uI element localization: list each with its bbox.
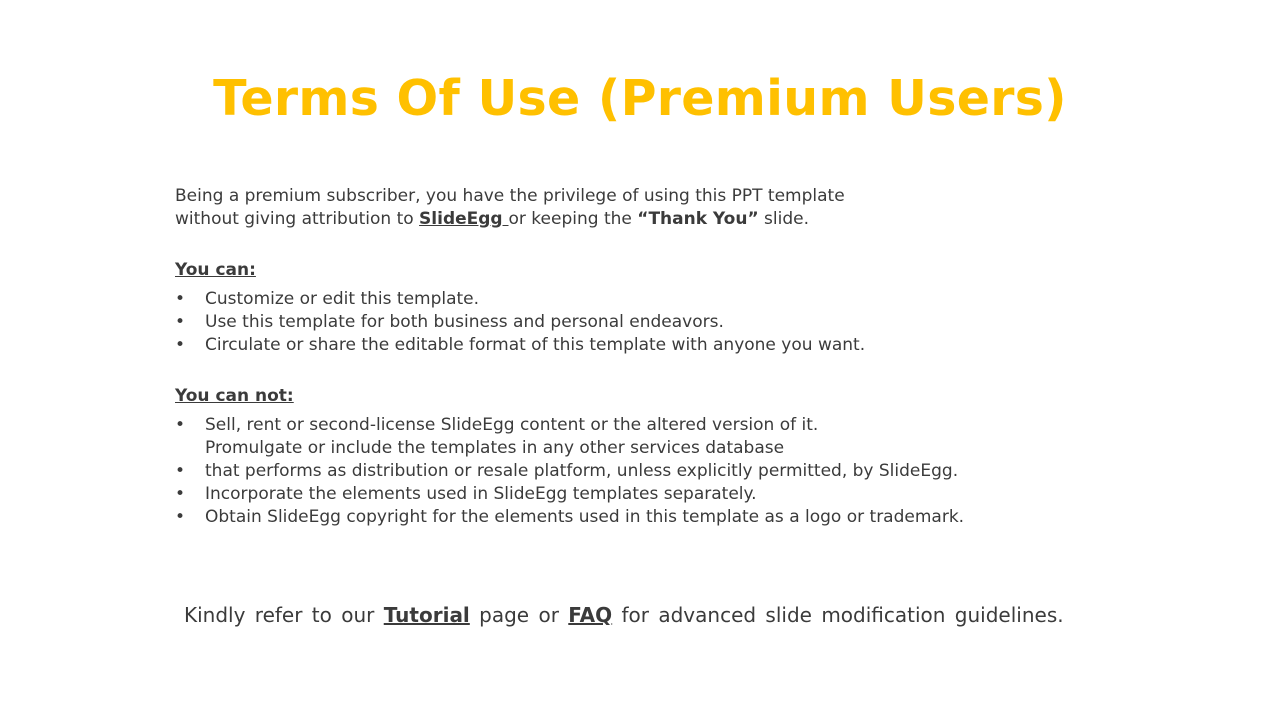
- bullet-icon: •: [175, 335, 186, 355]
- tutorial-link[interactable]: Tutorial: [383, 603, 470, 627]
- you-can-not-heading: You can not:: [175, 386, 294, 406]
- bullet-icon: •: [175, 415, 186, 435]
- intro-line-1: Being a premium subscriber, you have the privilege of using this PPT template: [175, 186, 845, 206]
- you-can-not-list: [175, 414, 995, 529]
- footer-note: Kindly refer to our Tutorial page or FAQ for advanced slide modification guidelines.: [184, 603, 1064, 627]
- thank-you-text: “Thank You”: [637, 209, 759, 229]
- intro-line-2-after: slide.: [758, 209, 810, 229]
- intro-paragraph: [175, 185, 995, 231]
- bullet-icon: •: [175, 507, 186, 527]
- bullet-icon: •: [175, 484, 186, 504]
- page-title: Terms Of Use (Premium Users): [213, 70, 1067, 127]
- list-item: • Incorporate the elements used in SlideEgg templates separately.: [175, 484, 757, 504]
- list-item: • Circulate or share the editable format of this template with anyone you want.: [175, 335, 866, 355]
- bullet-icon: •: [175, 461, 186, 481]
- bullet-icon: •: [175, 312, 186, 332]
- bullet-icon: •: [175, 289, 186, 309]
- faq-link[interactable]: FAQ: [568, 603, 613, 627]
- list-item: • that performs as distribution or resale platform, unless explicitly permitted, by SlideEgg.: [175, 461, 959, 481]
- intro-line-2-before: without giving attribution to: [175, 209, 420, 229]
- list-item: • Use this template for both business and personal endeavors.: [175, 312, 724, 332]
- list-item: • Sell, rent or second-license SlideEgg content or the altered version of it. Promulgate or include the templates in any other services database: [175, 415, 819, 458]
- slideegg-link[interactable]: SlideEgg: [419, 209, 509, 229]
- list-item: • Obtain SlideEgg copyright for the elements used in this template as a logo or trademark.: [175, 507, 965, 527]
- terms-content: [175, 185, 995, 529]
- you-can-heading: You can:: [175, 260, 256, 280]
- list-item: • Customize or edit this template.: [175, 289, 480, 309]
- intro-line-2-middle: or keeping the: [508, 209, 638, 229]
- you-can-list: [175, 288, 995, 357]
